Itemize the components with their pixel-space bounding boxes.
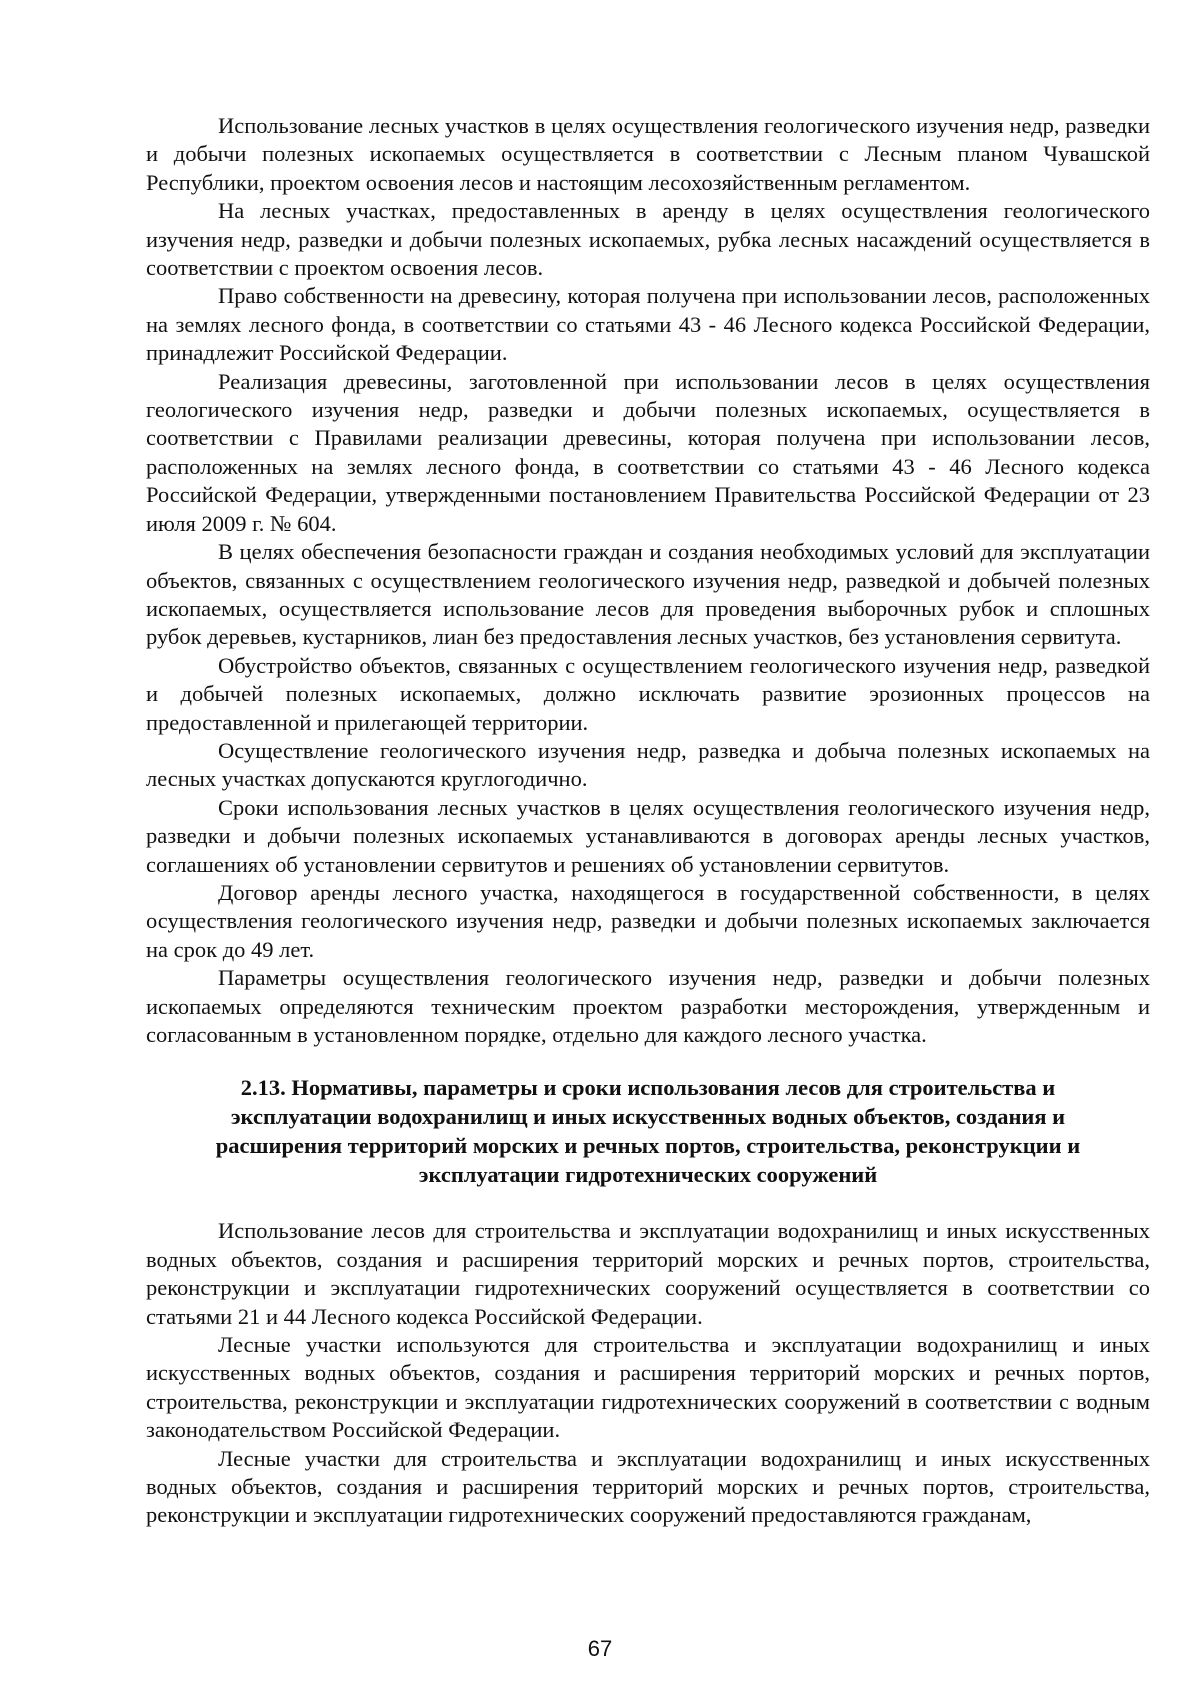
section-heading-line: 2.13. Нормативы, параметры и сроки использования лесов для строительства и (240, 1075, 1056, 1101)
paragraph: В целях обеспечения безопасности граждан и создания необходимых условий для эксплуатации объектов, связанных с осуществлением геологического изучения недр, разведкой и добычей полезных ископаемых, осуществляется использование лесов для проведения выборочных рубок и сплошных рубок деревьев, кустарников, лиан без предоставления лесных участков, без установления сервитута. (146, 539, 1150, 650)
paragraph: Лесные участки для строительства и эксплуатации водохранилищ и иных искусственных водных объектов, создания и расширения территорий морских и речных портов, строительства, реконструкции и эксплуатации гидротехнических сооружений предоставляются гражданам, (146, 1445, 1150, 1528)
paragraph: Осуществление геологического изучения недр, разведка и добыча полезных ископаемых на лесных участках допускаются круглогодично. (146, 737, 1150, 792)
paragraph: Обустройство объектов, связанных с осуществлением геологического изучения недр, разведкой и добычей полезных ископаемых, должно исключать развитие эрозионных процессов на предоставленной и прилегающей территории. (146, 652, 1150, 735)
paragraph: Договор аренды лесного участка, находящегося в государственной собственности, в целях осуществления геологического изучения недр, разведки и добычи полезных ископаемых заключается на срок до 49 лет. (146, 879, 1150, 962)
paragraph: На лесных участках, предоставленных в аренду в целях осуществления геологического изучения недр, разведки и добычи полезных ископаемых, рубка лесных насаждений осуществляется в соответствии с проектом освоения лесов. (146, 198, 1150, 281)
document-page (146, 112, 1150, 1530)
paragraph: Реализация древесины, заготовленной при использовании лесов в целях осуществления геологического изучения недр, разведки и добычи полезных ископаемых, осуществляется в соответствии с Правилами реализации древесины, которая получена при использовании лесов, расположенных на землях лесного фонда, в соответствии со статьями 43 - 46 Лесного кодекса Российской Федерации, утвержденными постановлением Правительства Российской Федерации от 23 июля 2009 г. № 604. (146, 368, 1150, 536)
paragraph: Использование лесов для строительства и эксплуатации водохранилищ и иных искусственных водных объектов, создания и расширения территорий морских и речных портов, строительства, реконструкции и эксплуатации гидротехнических сооружений осуществляется в соответствии со статьями 21 и 44 Лесного кодекса Российской Федерации. (146, 1218, 1150, 1329)
paragraph: Использование лесных участков в целях осуществления геологического изучения недр, разведки и добычи полезных ископаемых осуществляется в соответствии с Лесным планом Чувашской Республики, проектом освоения лесов и настоящим лесохозяйственным регламентом. (146, 113, 1150, 195)
section-heading (146, 1073, 1150, 1189)
paragraph: Право собственности на древесину, которая получена при использовании лесов, расположенных на землях лесного фонда, в соответствии со статьями 43 - 46 Лесного кодекса Российской Федерации, принадлежит Российской Федерации. (146, 283, 1150, 366)
paragraph: Сроки использования лесных участков в целях осуществления геологического изучения недр, разведки и добычи полезных ископаемых устанавливаются в договорах аренды лесных участков, соглашениях об установлении сервитутов и решениях об установлении сервитутов. (146, 794, 1150, 877)
page-number: 67 (587, 1636, 613, 1661)
section-heading-line: эксплуатации водохранилищ и иных искусственных водных объектов, создания и (230, 1104, 1066, 1130)
section-heading-line: эксплуатации гидротехнических сооружений (418, 1162, 878, 1188)
paragraph: Лесные участки используются для строительства и эксплуатации водохранилищ и иных искусственных водных объектов, создания и расширения территорий морских и речных портов, строительства, реконструкции и эксплуатации гидротехнических сооружений в соответствии с водным законодательством Российской Федерации. (146, 1332, 1150, 1443)
paragraph: Параметры осуществления геологического изучения недр, разведки и добычи полезных ископаемых определяются техническим проектом разработки месторождения, утвержденным и согласованным в установленном порядке, отдельно для каждого лесного участка. (146, 965, 1150, 1047)
section-heading-line: расширения территорий морских и речных портов, строительства, реконструкции и (215, 1133, 1081, 1159)
